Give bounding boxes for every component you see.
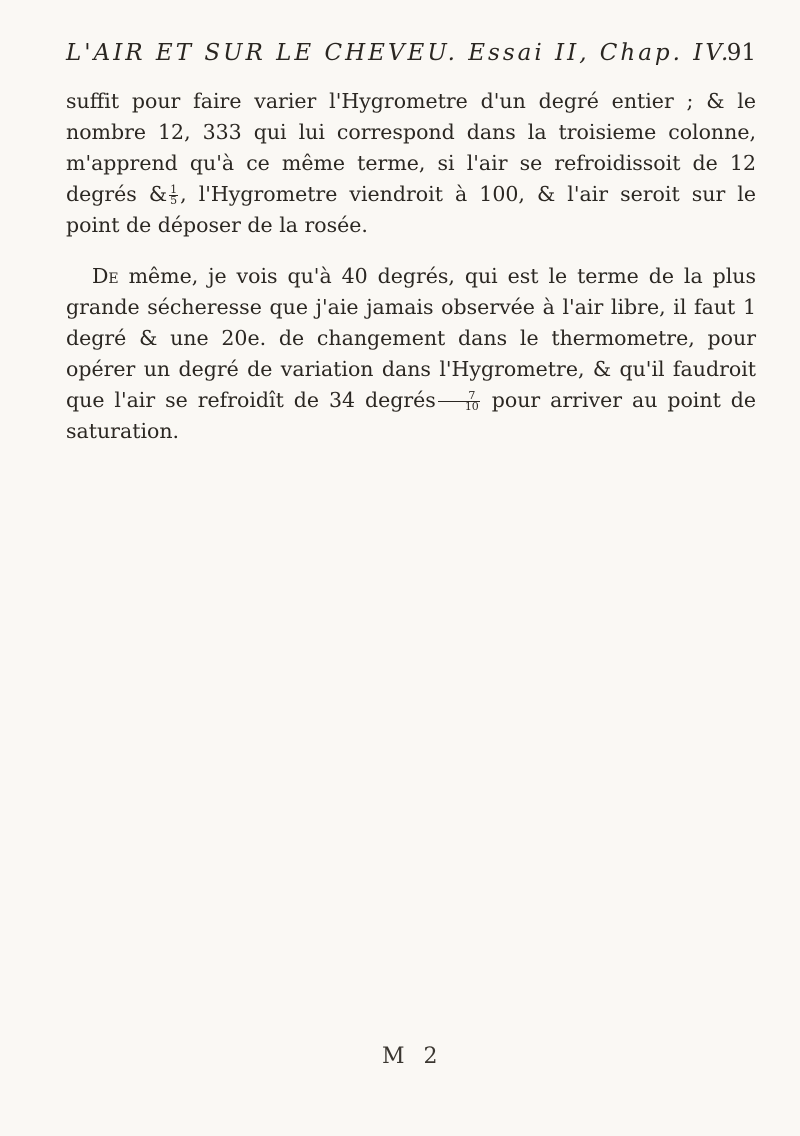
fraction-denominator: 10: [464, 400, 479, 413]
paragraph-1-text-end: , l'Hygrometre viendroit à 100, & l'air seroit sur le point de déposer de la rosée.: [66, 182, 756, 237]
page-number: 91: [726, 40, 756, 66]
body-text: [66, 86, 756, 447]
fraction-seven-tenths: [438, 391, 480, 412]
paragraph-2: [66, 261, 756, 447]
paragraph-1: [66, 86, 756, 241]
running-header: [66, 40, 756, 80]
paragraph-2-lead: De: [92, 264, 119, 288]
paragraph-2-text: même, je vois qu'à 40 degrés, qui est le terme de la plus grande sécheresse que j'aie jamais observée à l'air libre, il faut 1 degré & une 20e. de changement dans le thermometre, pour opérer un degré de variation dans l'Hygrometre, & qu'il faudroit que l'air se refroidît de 34 degrés: [66, 264, 756, 412]
fraction-numerator: 1: [170, 183, 178, 196]
paragraph-2-text-end: pour arriver au point de saturation.: [66, 388, 756, 443]
signature-mark: M 2: [382, 1044, 444, 1069]
running-title: L'AIR ET SUR LE CHEVEU. Essai II, Chap. IV.: [66, 40, 732, 66]
fraction-denominator: 5: [170, 194, 178, 207]
fraction-numerator: 7: [438, 391, 480, 402]
fraction-one-fifth: [169, 185, 178, 206]
paragraph-1-text: suffit pour faire varier l'Hygrometre d'un degré entier ; & le nombre 12, 333 qui lui correspond dans la troisieme colonne, m'apprend qu'à ce même terme, si l'air se refroidissoit de 12 degrés &: [66, 89, 756, 206]
